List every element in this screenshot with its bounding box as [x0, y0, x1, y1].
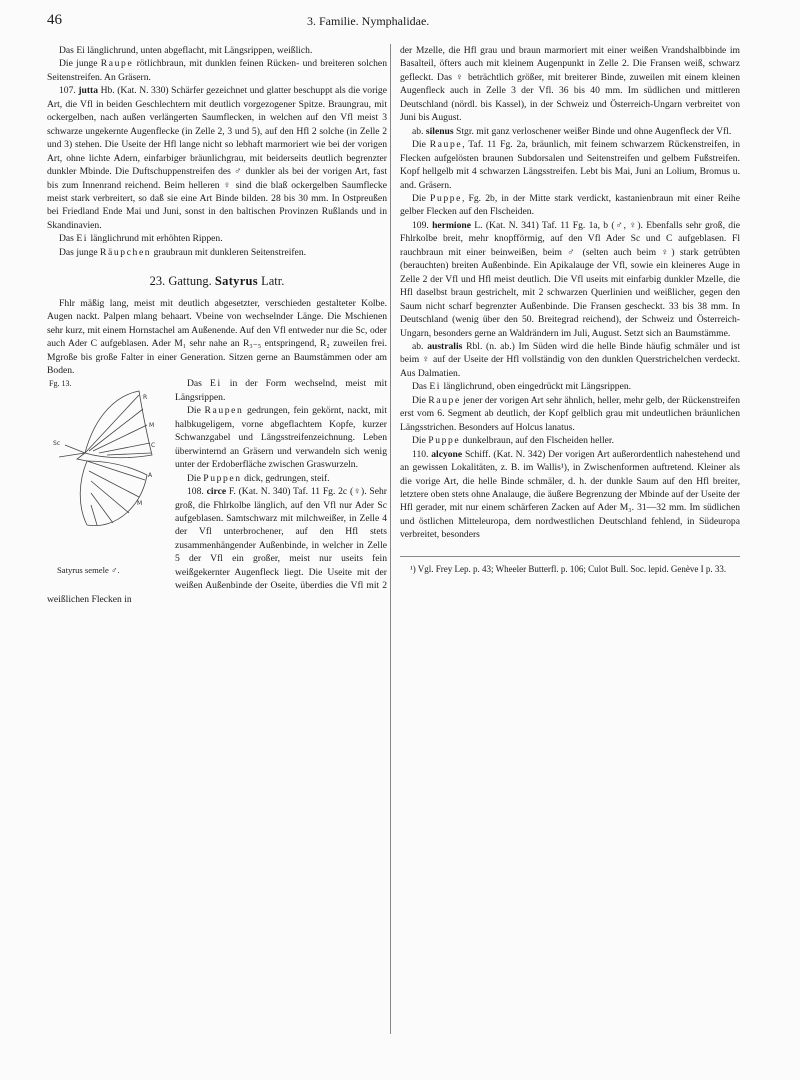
footnote: ¹) Vgl. Frey Lep. p. 43; Wheeler Butterfl. p. 106; Culot Bull. Soc. lepid. Genève I p. 33. — [400, 556, 740, 575]
svg-text:Sc: Sc — [53, 440, 61, 448]
svg-text:R: R — [143, 394, 148, 402]
species-entry-circe: 108. circe F. (Kat. N. 340) Taf. 11 Fg. 2c (♀). Sehr groß, die Fhlrkolbe länglich, auf den Vfl nur Ader Sc aufgeblasen. Samtschwarz mit milchweißer, in Zelle 4 der Vfl unterbrochener, auf den Hfl stets zusammenhängender Außenbinde, in welcher in Zelle 5 der Vfl ein großer, meist nur useits fein weißgekernter Augenfleck liegt. Die Useite mit der weißen Außenbinde der Oseite, überdies die Vfl mit 2 weißlichen Flecken in — [47, 486, 387, 605]
svg-text:M: M — [149, 422, 155, 430]
species-name: silenus — [425, 125, 454, 137]
paragraph: Die Raupen gedrungen, fein gekörnt, nackt, mit halbkugeligem, vorne abgeflachtem Kopfe, kurzer Schwanzgabel und Längsstreifenzeichnung. Leben überwinternd an Gräsern und verwandeln sich wenig unter der Erdoberfläche zwischen Graswurzeln. — [175, 405, 387, 471]
species-entry-hermione: 109. hermione L. (Kat. N. 341) Taf. 11 Fg. 1a, b (♂, ♀). Ebenfalls sehr groß, die Fhlrkolbe breit, mehr knopfförmig, auf den Vfl Ader Sc und C aufgeblasen. Fl rauchbraun mit einer beinweißen, beim ♂ (selten auch beim ♀) stark getrübten (berauchten) breiten Außenbinde. Ein Apikalauge der Vfl, sowie ein kleineres Auge in Zelle 2 der Vfl und Hfl meist deutlich. Die Vfl useits mit einfarbig dunkler Mzelle, die Hfl daselbst braun gestrichelt, mit 2 schwarzen Querlinien und weißlicher, gegen den Saum nicht scharf begrenzter Außenbinde. Die Fransen gescheckt. 33 bis 38 mm. In Deutschland (wenig über den 50. Breitegrad reichend), der Schweiz und Österreich-Ungarn, besonders gerne an Waldrändern im Juli, August. Setzt sich an Baumstämme. — [400, 219, 740, 339]
paragraph: Die Raupe jener der vorigen Art sehr ähnlich, heller, mehr gelb, der Rückenstreifen erst vom 6. Segment ab deutlich, der Kopf gelblich grau mit undeutlichen bräunlichen Längsstrichen. Besonders auf Holcus lanatus. — [400, 394, 740, 433]
right-column — [400, 44, 740, 575]
species-name: alcyone — [431, 448, 463, 460]
butterfly-wing-venation-diagram — [47, 385, 167, 560]
paragraph: Das Ei länglichrund, unten abgeflacht, mit Längsrippen, weißlich. — [59, 45, 313, 56]
svg-text:M: M — [137, 500, 143, 508]
figure-label: Fg. 13. — [49, 379, 72, 389]
paragraph: Die Puppe, Fg. 2b, in der Mitte stark verdickt, kastanienbraun mit einer Reihe gelber Flecken auf den Flscheiden. — [400, 192, 740, 218]
paragraph: Die Raupe, Taf. 11 Fg. 2a, bräunlich, mit feinem schwarzem Rückenstreifen, in Flecken aufgelösten braunen Subdorsalen und Seitenstreifen und gelbem Fußstreifen. Kopf hellgelb mit 4 schwarzen Längsstreifen. Lebt bis Mai, Juni an Lolium, Bromus u. and. Gräsern. — [400, 139, 740, 191]
species-name: jutta — [78, 85, 99, 97]
running-title: 3. Familie. Nymphalidae. — [307, 14, 430, 28]
species-entry-alcyone: 110. alcyone Schiff. (Kat. N. 342) Der vorigen Art außerordentlich nahestehend und an gewissen Lokalitäten, z. B. im Wallis¹), in Zwischenformen auftretend. Kleiner als die vorige Art, die helle Binde schmäler, d. h. der dunkle Saum auf den Hfl breiter, letztere oben stets ohne Analauge, die äußere Begrenzung der Mbinde auf der Useite der Hfl gerader, mit nur einem schärferen Zacken auf Ader M₃. 31—32 mm. Im südlichen und östlichen Mitteleuropa, dem nordwestlichen Deutschland fehlend, in Südeuropa verbreitet, besonders — [400, 448, 740, 541]
species-entry-jutta: 107. jutta Hb. (Kat. N. 330) Schärfer gezeichnet und glatter beschuppt als die vorige Art, die Vfl in beiden Geschlechtern mit deutlich vorgezogener Spitze. Braungrau, mit ockergelben, nach außen verlängerten Saumflecken, in welchen auf den Vfl meist 3 schwarze ungekernte Augenflecke (in Zelle 2, 3 und 5), auf den Hfl 2 solche (in Zelle 2 und 3) stehen. Die Useite der Hfl lange nicht so lebhaft marmoriert wie bei der vorigen Art, ohne lichte Adern, einfarbiger bräunlichgrau, mit beiderseits deutlich begrenzter dunkler Mbinde. Die Duftschuppenstreifen des ♂ dunkler als bei der vorigen Art, fast bis zum Innenrand reichend. Beim helleren ♀ sind die blaß ockergelben Saumflecke meist stark verbreitert, so daß sie eine Art Binde bilden. 28 bis 30 mm. In Ostpreußen bei Friedland Ende Mai und Juni, sonst in den baltischen Provinzen Rußlands und in Skandinavien. — [47, 85, 387, 231]
paragraph: Das junge Räupchen graubraun mit dunkleren Seitenstreifen. — [59, 246, 307, 258]
svg-text:A: A — [148, 472, 153, 480]
aberration-entry-silenus: ab. silenus Stgr. mit ganz verloschener weißer Binde und ohne Augenfleck der Vfl. — [412, 125, 732, 137]
paragraph: Das Ei länglichrund, oben eingedrückt mit Längsrippen. — [412, 381, 632, 393]
paragraph: Die Puppe dunkelbraun, auf den Flscheiden heller. — [412, 435, 614, 447]
species-name: circe — [206, 486, 227, 498]
paragraph-genus-description: Fhlr mäßig lang, meist mit deutlich abgesetzter, verschieden gestalteter Kolbe. Augen nackt. Palpen mlang behaart. Vbeine von wechselnder Länge. Die Mschienen sehr kurz, mit einem Hornstachel am Außenende. Auf den Vfl entweder nur die Sc, oder auch Ader C aufgeblasen. Ader M₁ sehr nahe an R₃₋₅ entspringend, R₂ zuweilen frei. Mgroße bis große Falter in einer Generation. Sitzen gerne an Baumstämmen oder am Boden. — [47, 297, 387, 376]
paragraph: Die junge Raupe rötlichbraun, mit dunklen feinen Rücken- und breiteren solchen Seitenstreifen. An Gräsern. — [47, 58, 387, 83]
paragraph: Das Ei länglichrund mit erhöhten Rippen. — [59, 233, 223, 245]
paragraph: Die Puppen dick, gedrungen, steif. — [187, 472, 330, 484]
column-divider — [390, 44, 391, 1034]
page-header — [47, 10, 740, 34]
genus-heading: 23. Gattung. Satyrus Latr. — [149, 274, 285, 289]
figure-caption: Satyrus semele ♂. — [57, 564, 120, 575]
left-column — [47, 44, 387, 606]
species-name: australis — [427, 340, 463, 352]
page-number: 46 — [47, 12, 62, 28]
aberration-entry-australis: ab. australis Rbl. (n. ab.) Im Süden wird die helle Binde häufig schmäler und ist beim ♀ auf der Useite der Hfl vollständig von den dunklen Querstrichelchen verdeckt. Aus Dalmatien. — [400, 340, 740, 379]
figure-satyrus-semele — [47, 377, 167, 577]
species-name: hermione — [432, 219, 471, 231]
paragraph: Das Ei in der Form wechselnd, meist mit Längsrippen. — [175, 378, 388, 403]
paragraph: der Mzelle, die Hfl grau und braun marmoriert mit einer weißen Vrandshalbbinde im Basalteil, öfters auch mit kleinem Augenpunkt in Zelle 2. Die Fransen weiß, schwarz gefleckt. Das ♀ beträchtlich größer, mit breiterer Binde, zuweilen mit einem kleinen Augenfleck auch in Zelle 3 der Vfl. 36 bis 40 mm. Im südlichen und mittleren Deutschland (nördl. bis Kassel), in der Schweiz und Österreich-Ungarn verbreitet von Juni bis August. — [400, 45, 740, 124]
svg-text:C: C — [151, 442, 156, 450]
